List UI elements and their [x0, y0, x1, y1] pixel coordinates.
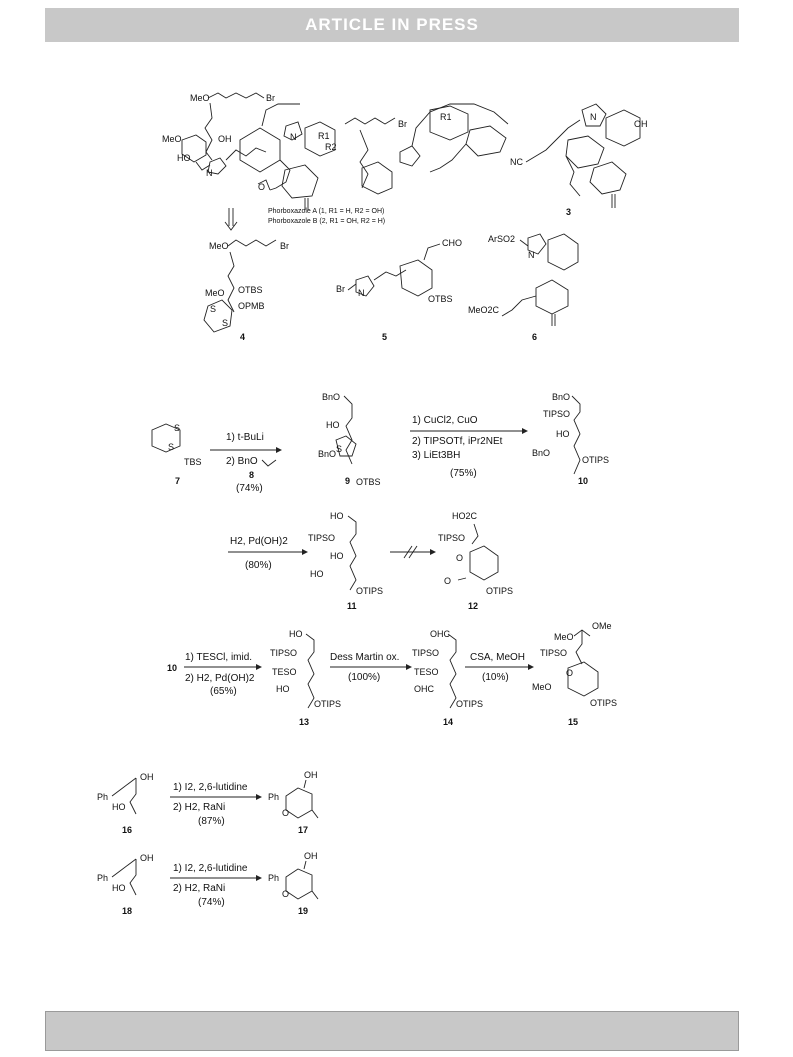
molecule-14	[412, 629, 483, 709]
label-oxazole-n3: N	[590, 112, 597, 122]
phorboxazole-structure-middle	[345, 104, 508, 194]
banner-text: ARTICLE IN PRESS	[305, 15, 479, 34]
molecule-12	[438, 511, 513, 596]
molecule-7	[152, 423, 202, 467]
label-ester-o: O	[258, 182, 266, 192]
label-meo-4: MeO	[209, 241, 229, 251]
label-otips-10: OTIPS	[582, 455, 610, 465]
compound-number-3: 3	[566, 207, 572, 217]
label-br-5: Br	[336, 284, 345, 294]
molecule-9	[318, 392, 381, 487]
label-oxazole-n5: N	[358, 288, 365, 298]
molecule-17	[268, 770, 318, 818]
scheme3-start-10: 10	[167, 663, 178, 673]
label-ph-17: Ph	[268, 792, 280, 802]
label-meo-mid: MeO	[162, 134, 182, 144]
label-teso-13: TESO	[272, 667, 297, 677]
label-ho-mid: HO	[177, 153, 191, 163]
caption-phorboxazole-a: Phorboxazole A (1, R1 = H, R2 = OH)	[268, 208, 385, 215]
label-ho2-11: HO	[330, 551, 344, 561]
label-otbs-5: OTBS	[428, 294, 453, 304]
label-tipso-10: TIPSO	[543, 409, 571, 419]
label-bno2-10: BnO	[532, 448, 551, 458]
compound-number-5: 5	[382, 332, 388, 342]
label-oh-18: OH	[140, 853, 154, 863]
label-oxazole-n2: N	[290, 132, 297, 142]
cond-s3-yield1: (65%)	[210, 686, 237, 697]
fragment-5	[336, 238, 462, 304]
label-carbonyl-o-12: O	[444, 576, 452, 586]
cond-s4b-yield: (74%)	[198, 897, 225, 908]
cond-s3-yield3: (10%)	[482, 672, 509, 683]
molecule-19	[268, 851, 318, 899]
compound-number-12: 12	[468, 601, 479, 611]
molecule-13	[270, 629, 341, 709]
cond-s4b-i2: 1) I2, 2,6-lutidine	[173, 863, 248, 874]
label-meo-15: MeO	[554, 632, 574, 642]
label-oh-16: OH	[140, 772, 154, 782]
cond-s3-yield2: (100%)	[348, 672, 381, 683]
compound-number-8: 8	[249, 470, 255, 480]
label-oh-mid: OH	[218, 134, 232, 144]
label-ome-15: OMe	[592, 621, 612, 631]
label-ho2c-12: HO2C	[452, 511, 478, 521]
label-oh-19: OH	[304, 851, 318, 861]
cond-s3-tescl: 1) TESCl, imid.	[185, 652, 253, 663]
label-r1: R1	[318, 131, 330, 141]
compound-number-18: 18	[122, 906, 133, 916]
label-arso2: ArSO2	[488, 234, 516, 244]
fragment-6	[468, 234, 578, 326]
label-o-15: O	[566, 668, 574, 678]
label-tipso-13: TIPSO	[270, 648, 298, 658]
compound-number-13: 13	[299, 717, 310, 727]
label-ohc2-14: OHC	[414, 684, 434, 694]
label-ho-11: HO	[330, 511, 344, 521]
label-r2: R2	[325, 142, 337, 152]
label-meo2c: MeO2C	[468, 305, 500, 315]
label-ho-10: HO	[556, 429, 570, 439]
cond-s3-dmp: Dess Martin ox.	[330, 652, 400, 663]
label-o-19: O	[282, 889, 290, 899]
cond-2-tipsotf: 2) TIPSOTf, iPr2NEt	[412, 436, 503, 447]
label-ho2-13: HO	[276, 684, 290, 694]
cond-s3-h2: 2) H2, Pd(OH)2	[185, 673, 255, 684]
label-ho-9: HO	[326, 420, 340, 430]
label-tipso-12: TIPSO	[438, 533, 466, 543]
compound-number-7: 7	[175, 476, 181, 486]
cond-s2-yield: (80%)	[245, 560, 272, 571]
label-meo-top: MeO	[190, 93, 210, 103]
label-bno-10: BnO	[552, 392, 571, 402]
label-oh-3: OH	[634, 119, 648, 129]
cond-s3-csa: CSA, MeOH	[470, 652, 526, 663]
label-s-4b: S	[222, 318, 229, 328]
molecule-18	[97, 853, 154, 895]
molecule-15	[532, 621, 617, 708]
cond-s2-h2: H2, Pd(OH)2	[230, 536, 288, 547]
label-tipso-14: TIPSO	[412, 648, 440, 658]
cond-2-cucl2: 1) CuCl2, CuO	[412, 415, 478, 426]
label-bno-9: BnO	[322, 392, 341, 402]
cond-2-yield: (75%)	[450, 468, 477, 479]
label-s-7b: S	[168, 442, 175, 452]
label-oxazole-n1: N	[206, 168, 213, 178]
label-o-12: O	[456, 553, 464, 563]
label-tipso-15: TIPSO	[540, 648, 568, 658]
compound-number-19: 19	[298, 906, 309, 916]
compound-number-9: 9	[345, 476, 351, 486]
label-ph-19: Ph	[268, 873, 280, 883]
label-s-4a: S	[210, 304, 217, 314]
phorboxazole-structure-left	[162, 93, 337, 210]
label-s-7a: S	[174, 423, 181, 433]
compound-number-4: 4	[240, 332, 246, 342]
cond-s4a-h2: 2) H2, RaNi	[173, 802, 226, 813]
fragment-4	[204, 240, 289, 332]
cond-1-tbuli: 1) t-BuLi	[226, 432, 264, 443]
label-o-17: O	[282, 808, 290, 818]
label-ho3-11: HO	[310, 569, 324, 579]
label-br-top: Br	[266, 93, 275, 103]
label-br-middle: Br	[398, 119, 407, 129]
cond-s4a-yield: (87%)	[198, 816, 225, 827]
label-tbs-7: TBS	[184, 457, 202, 467]
compound-number-6: 6	[532, 332, 538, 342]
cond-s4a-i2: 1) I2, 2,6-lutidine	[173, 782, 248, 793]
label-otips-14: OTIPS	[456, 699, 484, 709]
label-bno2-9: BnO	[318, 449, 337, 459]
label-otips-15: OTIPS	[590, 698, 618, 708]
label-s-9: S	[336, 444, 343, 454]
compound-number-15: 15	[568, 717, 579, 727]
compound-number-14: 14	[443, 717, 454, 727]
caption-phorboxazole-b: Phorboxazole B (2, R1 = OH, R2 = H)	[268, 218, 386, 225]
compound-number-17: 17	[298, 825, 309, 835]
label-opmb-4: OPMB	[238, 301, 265, 311]
label-ho-16: HO	[112, 802, 126, 812]
label-cho-5: CHO	[442, 238, 462, 248]
cond-1-bno: 2) BnO	[226, 456, 258, 467]
label-ohc-14: OHC	[430, 629, 450, 639]
label-meo2-15: MeO	[532, 682, 552, 692]
label-ph-18: Ph	[97, 873, 109, 883]
cond-2-lieth3bh: 3) LiEt3BH	[412, 450, 461, 461]
label-nc: NC	[510, 157, 523, 167]
label-ph-16: Ph	[97, 792, 109, 802]
compound-number-10: 10	[578, 476, 589, 486]
label-br-4: Br	[280, 241, 289, 251]
label-otbs-9: OTBS	[356, 477, 381, 487]
molecule-10	[532, 392, 609, 474]
compound-number-16: 16	[122, 825, 133, 835]
retrosynthesis-arrow	[225, 208, 237, 230]
label-meo-4b: MeO	[205, 288, 225, 298]
label-ho-13: HO	[289, 629, 303, 639]
label-tipso-11: TIPSO	[308, 533, 336, 543]
label-r1-middle: R1	[440, 112, 452, 122]
label-otips-11: OTIPS	[356, 586, 384, 596]
molecule-16	[97, 772, 154, 814]
molecule-11	[308, 511, 383, 596]
label-otips-12: OTIPS	[486, 586, 514, 596]
phorboxazole-analog-3	[510, 104, 648, 208]
footer-bar	[45, 1011, 739, 1051]
cond-1-yield: (74%)	[236, 483, 263, 494]
label-ho-18: HO	[112, 883, 126, 893]
label-oxazole-n6: N	[528, 250, 535, 260]
label-oh-17: OH	[304, 770, 318, 780]
label-otbs-4: OTBS	[238, 285, 263, 295]
compound-number-11: 11	[347, 601, 357, 611]
label-otips-13: OTIPS	[314, 699, 342, 709]
label-teso-14: TESO	[414, 667, 439, 677]
cond-s4b-h2: 2) H2, RaNi	[173, 883, 226, 894]
